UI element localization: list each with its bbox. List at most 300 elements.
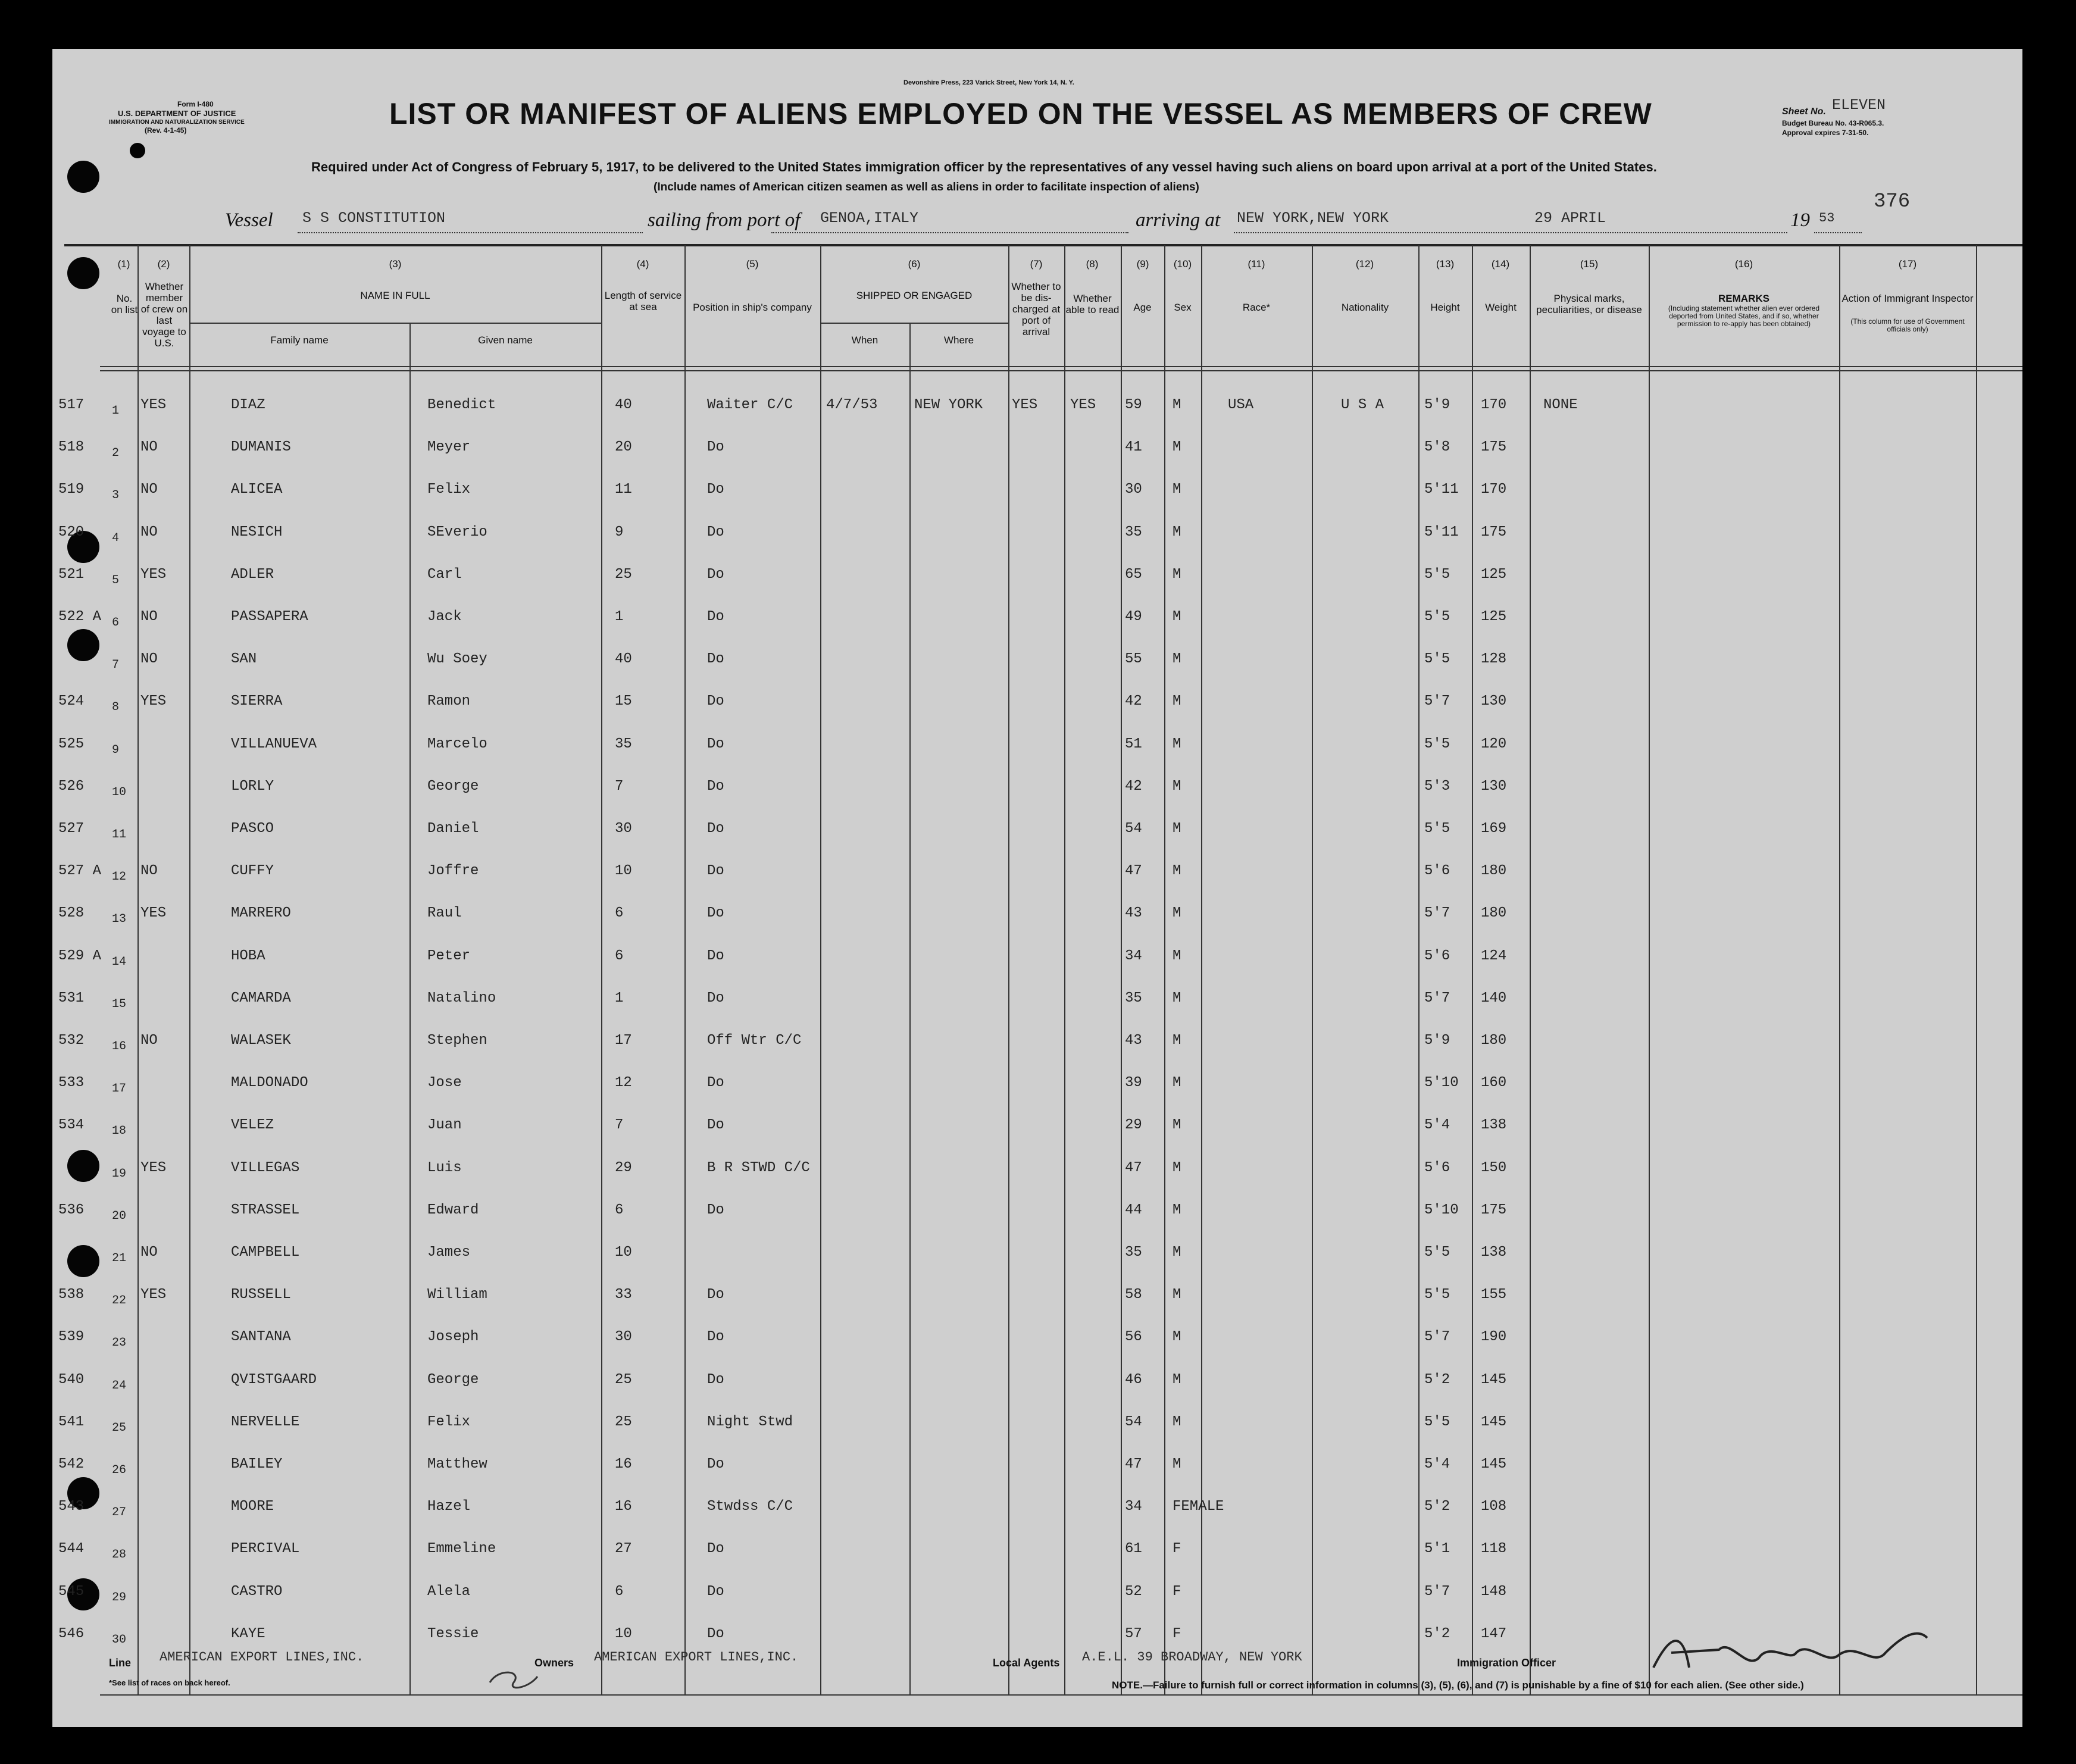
family-name: RUSSELL: [231, 1287, 291, 1303]
position: Do: [707, 1583, 724, 1600]
stamp-number: 376: [1874, 190, 1911, 213]
service-years: 27: [615, 1541, 632, 1557]
position: Night Stwd: [707, 1413, 793, 1430]
height: 5'2: [1424, 1625, 1450, 1642]
form-number: Form I-480: [177, 100, 214, 108]
service-years: 6: [615, 947, 624, 964]
age: 35: [1125, 990, 1142, 1006]
department: U.S. DEPARTMENT OF JUSTICE: [118, 109, 236, 118]
column-number: (17): [1898, 258, 1917, 270]
position: Do: [707, 609, 724, 625]
family-name: MARRERO: [231, 905, 291, 922]
column-number: (8): [1086, 258, 1099, 270]
age: 46: [1125, 1371, 1142, 1388]
officer-label: Immigration Officer: [1457, 1657, 1556, 1669]
age: 30: [1125, 481, 1142, 498]
row-number: 14: [112, 955, 127, 969]
height: 5'9: [1424, 1033, 1450, 1049]
row-number: 22: [112, 1294, 127, 1308]
sailing-label: sailing from port of: [648, 209, 801, 231]
col6-header: SHIPPED OR ENGAGED: [856, 290, 973, 301]
sex: M: [1173, 1287, 1181, 1303]
column-number: (2): [157, 258, 170, 270]
family-name: CUFFY: [231, 863, 274, 880]
previous-voyage: YES: [140, 566, 167, 583]
row-number: 9: [112, 743, 120, 757]
arriving-port: NEW YORK,NEW YORK: [1237, 209, 1389, 227]
ref-number: 546: [58, 1625, 85, 1642]
age: 34: [1125, 1499, 1142, 1515]
family-name: SAN: [231, 651, 257, 668]
given-name: Joseph: [427, 1329, 479, 1346]
to-be-discharged: YES: [1012, 397, 1038, 413]
sex: M: [1173, 439, 1181, 456]
col6-where: Where: [943, 334, 974, 346]
given-name: Benedict: [427, 397, 496, 413]
sex: F: [1173, 1625, 1181, 1642]
height: 5'7: [1424, 1329, 1450, 1346]
service-years: 7: [615, 1117, 624, 1134]
row-number: 8: [112, 700, 120, 715]
age: 34: [1125, 947, 1142, 964]
given-name: Joffre: [427, 863, 479, 880]
weight: 128: [1481, 651, 1507, 668]
ref-number: 518: [58, 439, 85, 456]
col-line: [1649, 245, 1650, 1694]
given-name: SEverio: [427, 524, 487, 540]
service-years: 16: [615, 1456, 632, 1472]
age: 54: [1125, 821, 1142, 837]
service-years: 25: [615, 1413, 632, 1430]
row-number: 30: [112, 1632, 127, 1647]
weight: 125: [1481, 566, 1507, 583]
owners-label: Owners: [534, 1657, 574, 1669]
position: Do: [707, 1117, 724, 1134]
punch-hole: [130, 143, 145, 158]
port-name: GENOA,ITALY: [820, 209, 919, 227]
ref-number: 540: [58, 1371, 85, 1388]
sex: F: [1173, 1583, 1181, 1600]
row-number: 21: [112, 1252, 127, 1265]
position: Do: [707, 736, 724, 752]
punch-hole: [67, 1245, 99, 1277]
service-years: 6: [615, 1583, 624, 1600]
col3-header: NAME IN FULL: [360, 290, 430, 301]
height: 5'9: [1424, 397, 1450, 413]
col13-header: Height: [1430, 302, 1460, 313]
previous-voyage: NO: [140, 524, 158, 540]
sex: F: [1173, 1541, 1181, 1557]
given-name: Emmeline: [427, 1541, 496, 1557]
ref-number: 531: [58, 990, 85, 1006]
given-name: James: [427, 1244, 471, 1261]
given-name: Natalino: [427, 990, 496, 1006]
height: 5'2: [1424, 1371, 1450, 1388]
position: Do: [707, 947, 724, 964]
position: Do: [707, 566, 724, 583]
arriving-label: arriving at: [1136, 209, 1221, 231]
age: 47: [1125, 1159, 1142, 1176]
weight: 145: [1481, 1413, 1507, 1430]
sex: M: [1173, 693, 1181, 710]
service-years: 16: [615, 1499, 632, 1515]
officer-signature: [1647, 1620, 1957, 1679]
previous-voyage: NO: [140, 1244, 158, 1261]
height: 5'2: [1424, 1499, 1450, 1515]
weight: 170: [1481, 397, 1507, 413]
physical-marks: NONE: [1543, 397, 1578, 413]
previous-voyage: YES: [140, 1159, 167, 1176]
service-years: 6: [615, 905, 624, 922]
service-years: 29: [615, 1159, 632, 1176]
weight: 130: [1481, 778, 1507, 795]
service-years: 30: [615, 1329, 632, 1346]
height: 5'11: [1424, 524, 1459, 540]
sex: M: [1173, 905, 1181, 922]
column-number: (15): [1580, 258, 1599, 270]
given-name: Stephen: [427, 1033, 487, 1049]
family-name: WALASEK: [231, 1033, 291, 1049]
ref-number: 542: [58, 1456, 85, 1472]
row-number: 25: [112, 1421, 127, 1435]
legal-requirement: Required under Act of Congress of February 5, 1917, to be delivered to the United States immigration officer by the representatives of any vessel having such aliens on board upon arrival at a port of the United States.: [311, 159, 1657, 174]
ref-number: 543: [58, 1499, 85, 1515]
sex: M: [1173, 1244, 1181, 1261]
col14-header: Weight: [1485, 302, 1517, 313]
printer-line: Devonshire Press, 223 Varick Street, New York 14, N. Y.: [903, 79, 1074, 86]
weight: 180: [1481, 905, 1507, 922]
service-years: 40: [615, 651, 632, 668]
service-years: 35: [615, 736, 632, 752]
agents-label: Local Agents: [993, 1657, 1060, 1669]
height: 5'6: [1424, 947, 1450, 964]
shipped-where: NEW YORK: [914, 397, 983, 413]
ref-number: 544: [58, 1541, 85, 1557]
year-prefix: 19: [1790, 209, 1810, 231]
age: 42: [1125, 778, 1142, 795]
service-years: 25: [615, 1371, 632, 1388]
weight: 138: [1481, 1244, 1507, 1261]
position: Do: [707, 1625, 724, 1642]
name-subheader-rule: [189, 323, 601, 324]
row-number: 13: [112, 912, 127, 927]
row-number: 12: [112, 870, 127, 884]
punch-hole: [67, 257, 99, 289]
arrival-date: 29 APRIL: [1534, 209, 1606, 227]
races-note: *See list of races on back hereof.: [109, 1678, 230, 1687]
weight: 130: [1481, 693, 1507, 710]
weight: 125: [1481, 609, 1507, 625]
col6-when: When: [851, 334, 878, 346]
weight: 120: [1481, 736, 1507, 752]
service-years: 20: [615, 439, 632, 456]
weight: 145: [1481, 1456, 1507, 1472]
given-name: Marcelo: [427, 736, 487, 752]
weight: 169: [1481, 821, 1507, 837]
family-name: KAYE: [231, 1625, 265, 1642]
given-name: William: [427, 1287, 487, 1303]
ref-number: 524: [58, 693, 85, 710]
service-name: IMMIGRATION AND NATURALIZATION SERVICE: [109, 119, 245, 126]
height: 5'6: [1424, 863, 1450, 880]
service-years: 7: [615, 778, 624, 795]
col-line: [1418, 245, 1420, 1694]
position: Off Wtr C/C: [707, 1033, 802, 1049]
weight: 138: [1481, 1117, 1507, 1134]
sex: FEMALE: [1173, 1499, 1224, 1515]
sex: M: [1173, 778, 1181, 795]
family-name: PERCIVAL: [231, 1541, 300, 1557]
given-name: Edward: [427, 1202, 479, 1218]
position: Do: [707, 863, 724, 880]
given-name: Felix: [427, 1413, 471, 1430]
position: Do: [707, 439, 724, 456]
sex: M: [1173, 736, 1181, 752]
height: 5'8: [1424, 439, 1450, 456]
age: 47: [1125, 863, 1142, 880]
family-name: STRASSEL: [231, 1202, 300, 1218]
family-name: MALDONADO: [231, 1075, 308, 1091]
weight: 160: [1481, 1075, 1507, 1091]
col-line: [1201, 245, 1202, 1694]
height: 5'5: [1424, 736, 1450, 752]
column-number: (3): [389, 258, 402, 270]
height: 5'5: [1424, 609, 1450, 625]
given-name: Carl: [427, 566, 462, 583]
ref-number: 517: [58, 397, 85, 413]
year: 53: [1819, 211, 1835, 226]
service-years: 33: [615, 1287, 632, 1303]
ref-number: 520: [58, 524, 85, 540]
col9-header: Age: [1133, 302, 1152, 313]
ref-number: 533: [58, 1075, 85, 1091]
given-name: Ramon: [427, 693, 471, 710]
sex: M: [1173, 863, 1181, 880]
col10-header: Sex: [1174, 302, 1192, 313]
previous-voyage: NO: [140, 1033, 158, 1049]
ref-number: 541: [58, 1413, 85, 1430]
service-years: 6: [615, 1202, 624, 1218]
column-number: (16): [1734, 258, 1753, 270]
col-line: [684, 245, 686, 1694]
weight: 150: [1481, 1159, 1507, 1176]
height: 5'7: [1424, 1583, 1450, 1600]
position: Do: [707, 905, 724, 922]
port-dotline: [771, 232, 1128, 233]
revision: (Rev. 4-1-45): [145, 126, 187, 135]
given-name: Juan: [427, 1117, 462, 1134]
height: 5'3: [1424, 778, 1450, 795]
previous-voyage: NO: [140, 651, 158, 668]
row-number: 4: [112, 531, 120, 545]
sex: M: [1173, 1117, 1181, 1134]
manifest-sheet: [52, 49, 2022, 1727]
height: 5'6: [1424, 1159, 1450, 1176]
weight: 145: [1481, 1371, 1507, 1388]
col7-header: Whether to be dis-charged at port of arrival: [1011, 281, 1061, 337]
family-name: HOBA: [231, 947, 265, 964]
weight: 175: [1481, 524, 1507, 540]
row-number: 20: [112, 1209, 127, 1223]
column-number: (1): [117, 258, 130, 270]
sex: M: [1173, 609, 1181, 625]
col17-header: Action of Immigrant Inspector: [1841, 293, 1974, 304]
service-years: 9: [615, 524, 624, 540]
family-name: DIAZ: [231, 397, 265, 413]
family-name: CAMARDA: [231, 990, 291, 1006]
position: Waiter C/C: [707, 397, 793, 413]
row-number: 7: [112, 658, 120, 673]
weight: 118: [1481, 1541, 1507, 1557]
service-years: 11: [615, 481, 632, 498]
service-years: 17: [615, 1033, 632, 1049]
row-number: 18: [112, 1124, 127, 1139]
weight: 190: [1481, 1329, 1507, 1346]
age: 43: [1125, 1033, 1142, 1049]
given-name: Meyer: [427, 439, 471, 456]
age: 61: [1125, 1541, 1142, 1557]
table-bottom-rule: [100, 1694, 2022, 1696]
family-name: CAMPBELL: [231, 1244, 300, 1261]
col17-note: (This column for use of Government officials only): [1850, 317, 1965, 333]
column-number: (12): [1355, 258, 1374, 270]
header-bottom-rule-2: [100, 370, 2022, 371]
col-line: [1312, 245, 1313, 1694]
col-line: [1472, 245, 1473, 1694]
family-name: MOORE: [231, 1499, 274, 1515]
ref-number: 529 A: [58, 947, 102, 964]
age: 44: [1125, 1202, 1142, 1218]
row-number: 10: [112, 785, 127, 799]
col4-header: Length of service at sea: [604, 290, 682, 312]
service-years: 30: [615, 821, 632, 837]
age: 55: [1125, 651, 1142, 668]
position: Do: [707, 1371, 724, 1388]
ref-number: 527: [58, 821, 85, 837]
row-number: 15: [112, 997, 127, 1011]
ref-number: 528: [58, 905, 85, 922]
col-line: [137, 245, 139, 1694]
age: 57: [1125, 1625, 1142, 1642]
col-line: [601, 245, 602, 1694]
age: 41: [1125, 439, 1142, 456]
nationality: U S A: [1341, 397, 1384, 413]
height: 5'5: [1424, 821, 1450, 837]
col-line: [1839, 245, 1840, 1694]
given-name: George: [427, 1371, 479, 1388]
age: 49: [1125, 609, 1142, 625]
sex: M: [1173, 651, 1181, 668]
weight: 180: [1481, 1033, 1507, 1049]
row-number: 24: [112, 1378, 127, 1393]
service-years: 10: [615, 1244, 632, 1261]
row-number: 19: [112, 1166, 127, 1181]
col-line: [1008, 245, 1009, 1694]
position: Do: [707, 1541, 724, 1557]
line-label: Line: [109, 1657, 132, 1669]
include-note: (Include names of American citizen seamen as well as aliens in order to facilitate inspection of aliens): [654, 181, 1199, 193]
previous-voyage: NO: [140, 439, 158, 456]
family-name: SANTANA: [231, 1329, 291, 1346]
ref-number: 539: [58, 1329, 85, 1346]
age: 56: [1125, 1329, 1142, 1346]
sex: M: [1173, 1202, 1181, 1218]
able-to-read: YES: [1070, 397, 1096, 413]
previous-voyage: NO: [140, 863, 158, 880]
line-value: AMERICAN EXPORT LINES,INC.: [160, 1650, 364, 1665]
col8-header: Whether able to read: [1065, 293, 1120, 315]
family-name: PASCO: [231, 821, 274, 837]
position: Do: [707, 693, 724, 710]
given-name: Alela: [427, 1583, 471, 1600]
age: 35: [1125, 1244, 1142, 1261]
height: 5'1: [1424, 1541, 1450, 1557]
previous-voyage: YES: [140, 693, 167, 710]
col15-header: Physical marks, peculiarities, or disease: [1536, 293, 1642, 315]
ref-number: 534: [58, 1117, 85, 1134]
row-number: 3: [112, 489, 120, 503]
service-years: 12: [615, 1075, 632, 1091]
previous-voyage: YES: [140, 397, 167, 413]
ref-number: 519: [58, 481, 85, 498]
weight: 124: [1481, 947, 1507, 964]
row-number: 16: [112, 1040, 127, 1053]
position: Do: [707, 778, 724, 795]
position: Stwdss C/C: [707, 1499, 793, 1515]
weight: 175: [1481, 1202, 1507, 1218]
previous-voyage: NO: [140, 609, 158, 625]
height: 5'10: [1424, 1075, 1459, 1091]
age: 39: [1125, 1075, 1142, 1091]
sex: M: [1173, 821, 1181, 837]
race: USA: [1228, 397, 1254, 413]
given-name: George: [427, 778, 479, 795]
column-number: (9): [1136, 258, 1149, 270]
given-name: Tessie: [427, 1625, 479, 1642]
age: 65: [1125, 566, 1142, 583]
age: 59: [1125, 397, 1142, 413]
family-name: ADLER: [231, 566, 274, 583]
col1-header: No. on list: [111, 293, 138, 315]
sex: M: [1173, 990, 1181, 1006]
sex: M: [1173, 524, 1181, 540]
table-top-rule: [64, 244, 2022, 246]
weight: 147: [1481, 1625, 1507, 1642]
sex: M: [1173, 1033, 1181, 1049]
age: 35: [1125, 524, 1142, 540]
budget-bureau: Budget Bureau No. 43-R065.3.: [1782, 119, 1884, 127]
age: 54: [1125, 1413, 1142, 1430]
height: 5'7: [1424, 693, 1450, 710]
col11-header: Race*: [1242, 302, 1271, 313]
given-name: Matthew: [427, 1456, 487, 1472]
height: 5'5: [1424, 566, 1450, 583]
ref-number: 536: [58, 1202, 85, 1218]
family-name: CASTRO: [231, 1583, 283, 1600]
col-line: [1976, 245, 1977, 1694]
sex: M: [1173, 1456, 1181, 1472]
vessel-label: Vessel: [225, 209, 273, 231]
age: 43: [1125, 905, 1142, 922]
height: 5'4: [1424, 1456, 1450, 1472]
col3-family: Family name: [270, 334, 329, 346]
weight: 155: [1481, 1287, 1507, 1303]
ref-number: 532: [58, 1033, 85, 1049]
col16-note: (Including statement whether alien ever ordered deported from United States, and if so, whether permission to re-apply has been obtained): [1668, 304, 1820, 328]
column-number: (6): [908, 258, 921, 270]
given-name: Peter: [427, 947, 471, 964]
given-name: Daniel: [427, 821, 479, 837]
